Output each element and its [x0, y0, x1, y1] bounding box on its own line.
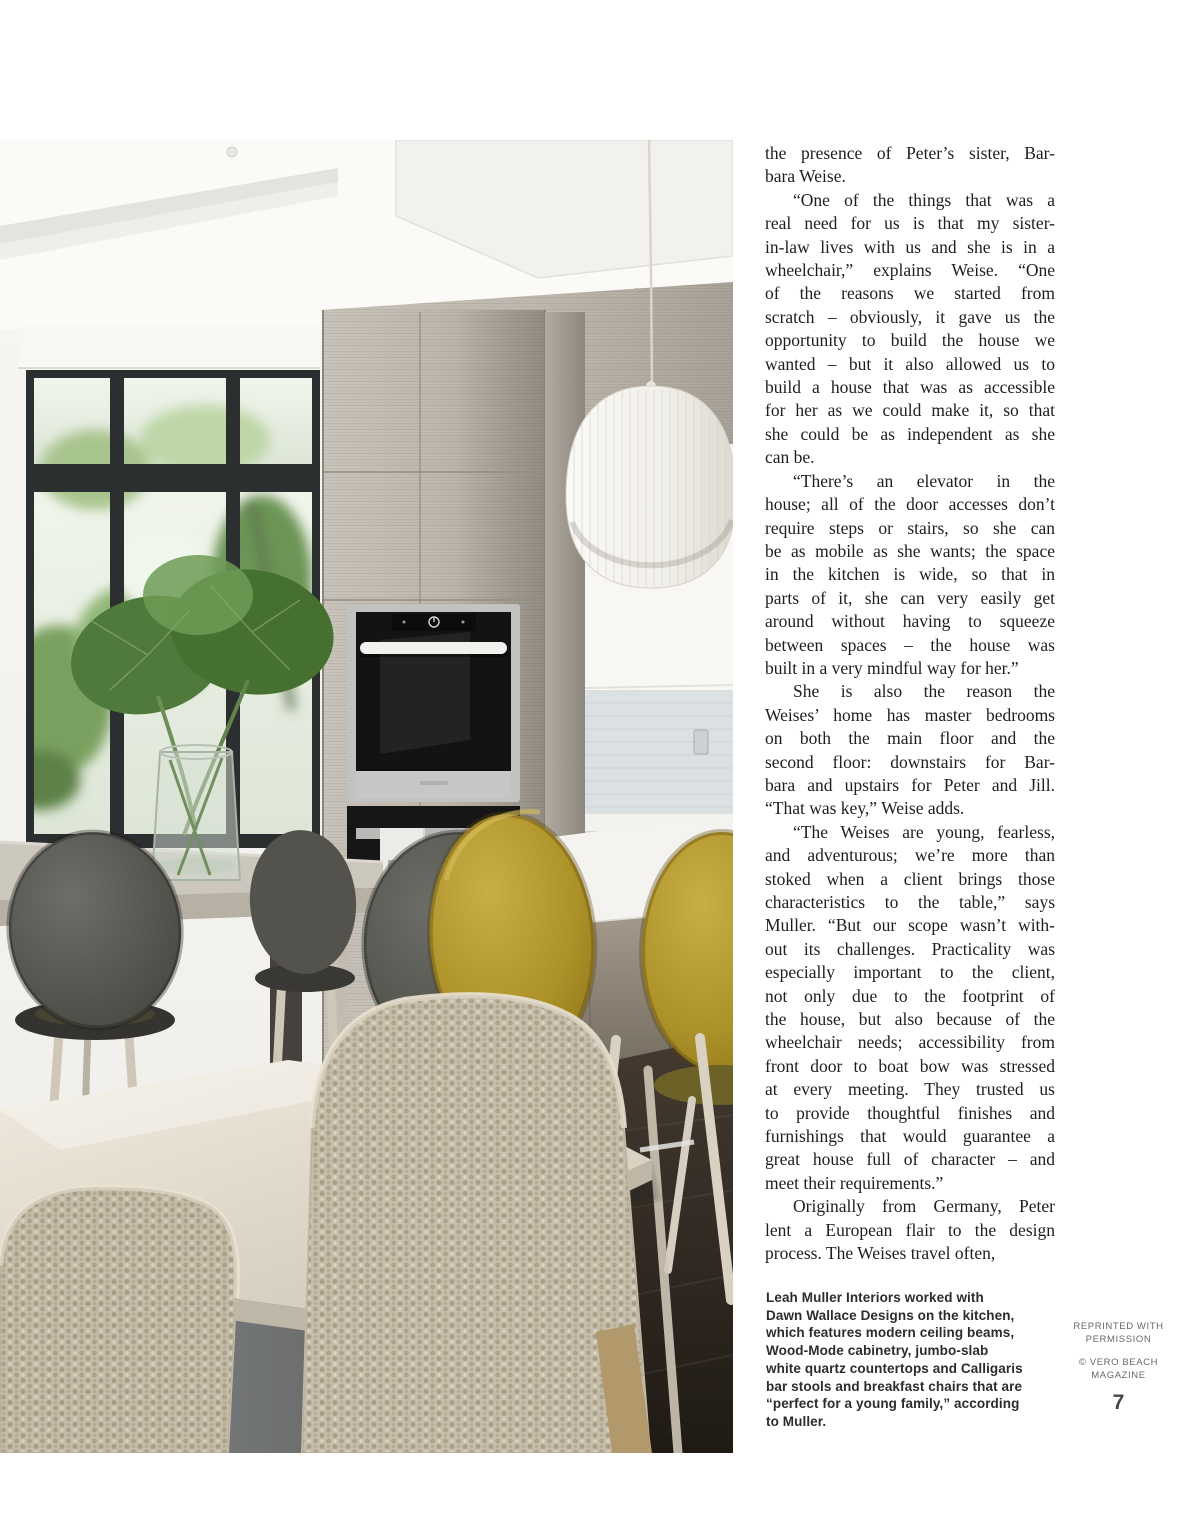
- page-number: 7: [1112, 1391, 1125, 1414]
- body-line: lent a European flair to the design: [765, 1219, 1055, 1240]
- subway-tile: [585, 690, 733, 816]
- body-line: “There’s an elevator in the: [793, 470, 1055, 491]
- recessed-light: [227, 147, 237, 157]
- body-line: in the kitchen is wide, so that in: [765, 564, 1055, 585]
- outlet: [694, 730, 708, 754]
- body-line: furnishings that would guarantee a: [765, 1126, 1055, 1147]
- body-line: Weises’ home has master bedrooms: [765, 704, 1055, 725]
- caption-line: “perfect for a young family,” according: [766, 1396, 1020, 1412]
- body-line: build a house that was as accessible: [765, 377, 1055, 398]
- body-line: for her as we could make it, so that: [765, 400, 1055, 421]
- credit-line: © VERO BEACH: [1078, 1357, 1159, 1368]
- body-line: Muller. “But our scope wasn’t with-: [765, 915, 1055, 936]
- body-line: second floor: downstairs for Bar-: [765, 751, 1055, 772]
- body-line: “That was key,” Weise adds.: [765, 798, 965, 819]
- body-line: process. The Weises travel often,: [765, 1243, 996, 1264]
- body-line: to provide thoughtful finishes and: [765, 1102, 1055, 1123]
- oven-handle: [360, 642, 507, 654]
- body-line: of the reasons we started from: [765, 283, 1055, 304]
- credits: [1046, 1321, 1187, 1393]
- body-line: wheelchair needs; accessibility from: [765, 1032, 1055, 1053]
- body-line: between spaces – the house was: [765, 634, 1055, 655]
- body-line: not only due to the footprint of: [765, 985, 1055, 1006]
- body-line: meet their requirements.”: [765, 1172, 944, 1193]
- kitchen-photo-art: [0, 140, 733, 1453]
- caption-line: bar stools and breakfast chairs that are: [766, 1378, 1023, 1394]
- body-line: real need for us is that my sister-: [765, 213, 1055, 234]
- body-line: front door to boat bow was stressed: [765, 1055, 1055, 1076]
- body-line: She is also the reason the: [793, 681, 1055, 702]
- body-line: the presence of Peter’s sister, Bar-: [765, 143, 1055, 163]
- photo-caption: [766, 1289, 1058, 1431]
- kitchen-photo: [0, 140, 733, 1453]
- body-line: at every meeting. They trusted us: [765, 1079, 1055, 1100]
- body-line: “The Weises are young, fearless,: [793, 821, 1055, 842]
- body-line: out its challenges. Practicality was: [765, 938, 1055, 959]
- body-line: wanted – but it also allowed us to: [765, 353, 1055, 374]
- credit-line: PERMISSION: [1085, 1333, 1152, 1345]
- body-line: great house full of character – and: [765, 1149, 1055, 1170]
- body-line: be as mobile as she wants; the space: [765, 540, 1055, 561]
- body-line: especially important to the client,: [765, 962, 1055, 983]
- caption-line: Leah Muller Interiors worked with: [766, 1290, 984, 1305]
- body-line: bara Weise.: [765, 166, 846, 187]
- body-line: in-law lives with us and she is in a: [765, 236, 1055, 257]
- credit-block: [1046, 1321, 1187, 1346]
- body-line: bara and upstairs for Peter and Jill.: [765, 774, 1055, 795]
- body-line: “One of the things that was a: [793, 189, 1055, 210]
- body-line: opportunity to build the house we: [765, 330, 1055, 351]
- body-line: require steps or stairs, so she can: [765, 517, 1055, 538]
- body-line: scratch – obviously, it gave us the: [765, 306, 1055, 327]
- body-line: built in a very mindful way for her.”: [765, 657, 1019, 678]
- credit-line: MAGAZINE: [1091, 1369, 1146, 1381]
- caption-line: Wood-Mode cabinetry, jumbo-slab: [766, 1343, 989, 1359]
- article-column: [765, 142, 1055, 1266]
- body-line: Originally from Germany, Peter: [793, 1196, 1055, 1217]
- body-line: stoked when a client brings those: [765, 868, 1055, 889]
- caption-line: which features modern ceiling beams,: [766, 1325, 1015, 1341]
- body-line: around without having to squeeze: [765, 611, 1055, 632]
- body-line: wheelchair,” explains Weise. “One: [765, 260, 1055, 281]
- caption-line: to Muller.: [766, 1413, 827, 1429]
- caption-line: Dawn Wallace Designs on the kitchen,: [766, 1307, 1015, 1323]
- body-line: characteristics to the table,” says: [765, 892, 1055, 912]
- body-line: and adventurous; we’re more than: [765, 845, 1055, 866]
- credit-line: REPRINTED WITH: [1073, 1321, 1164, 1332]
- body-line: parts of it, she can very easily get: [765, 587, 1055, 608]
- body-line: she could be as independent as she: [765, 423, 1055, 444]
- body-line: the house, but also because of the: [765, 1009, 1055, 1030]
- body-line: on both the main floor and the: [765, 728, 1055, 749]
- caption-line: white quartz countertops and Calligaris: [766, 1360, 1023, 1376]
- credit-block: [1046, 1357, 1187, 1382]
- body-line: can be.: [765, 447, 815, 468]
- body-line: house; all of the door accesses don’t: [765, 494, 1055, 515]
